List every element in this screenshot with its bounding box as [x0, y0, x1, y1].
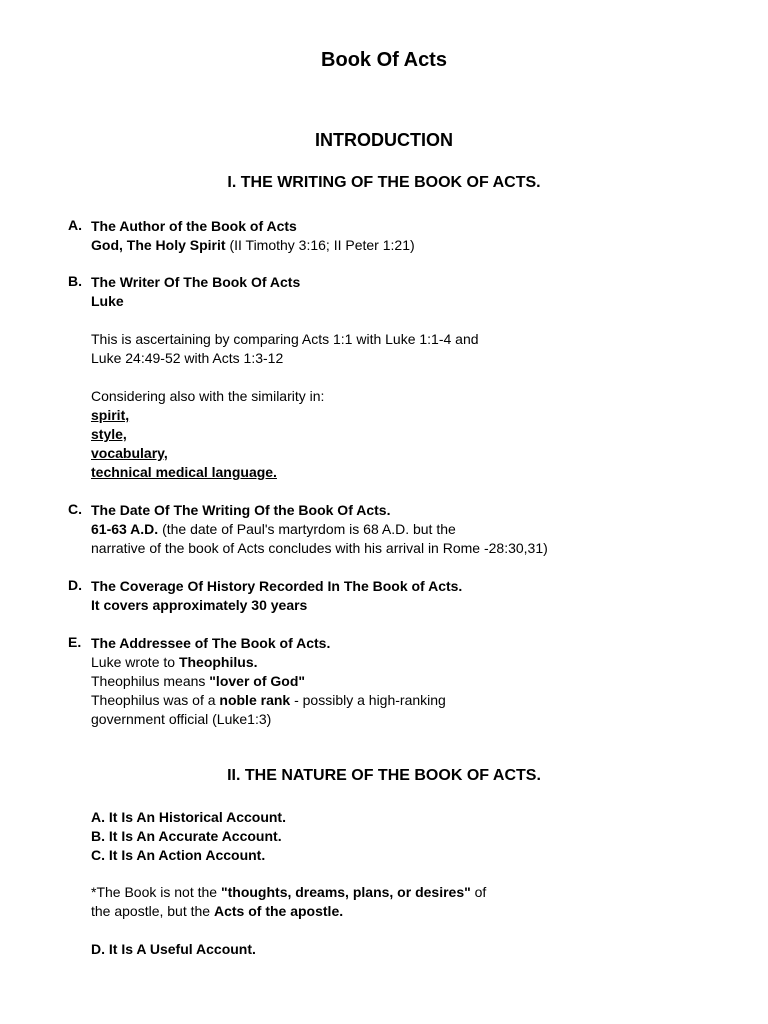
similarity-item: style, — [91, 426, 127, 442]
nature-note-line-1: *The Book is not the "thoughts, dreams, plans, or desires" of — [91, 884, 487, 900]
nature-item-d: D. It Is A Useful Account. — [91, 941, 256, 957]
item-b-para-line-2: Luke 24:49-52 with Acts 1:3-12 — [91, 350, 284, 366]
item-c-letter: C. — [68, 501, 82, 517]
nature-item: A. It Is An Historical Account. — [91, 809, 286, 825]
item-b-answer: Luke — [91, 293, 124, 309]
section-2-heading: II. THE NATURE OF THE BOOK OF ACTS. — [227, 767, 541, 784]
item-a-title: The Author of the Book of Acts — [91, 218, 297, 234]
section-1-heading: I. THE WRITING OF THE BOOK OF ACTS. — [227, 174, 541, 191]
similarity-item: spirit, — [91, 407, 130, 423]
nature-item: B. It Is An Accurate Account. — [91, 828, 282, 844]
document-title: Book Of Acts — [321, 49, 447, 71]
item-c-line-2: narrative of the book of Acts concludes with his arrival in Rome -28:30,31) — [91, 540, 548, 556]
item-b-letter: B. — [68, 273, 82, 289]
item-e-letter: E. — [68, 634, 82, 650]
item-c-title: The Date Of The Writing Of the Book Of Acts. — [91, 502, 391, 518]
nature-item: C. It Is An Action Account. — [91, 847, 266, 863]
item-d-title: The Coverage Of History Recorded In The Book of Acts. — [91, 578, 463, 594]
similarity-intro: Considering also with the similarity in: — [91, 388, 325, 404]
similarity-item: vocabulary, — [91, 445, 168, 461]
item-e-line-2: Theophilus means "lover of God" — [91, 673, 306, 689]
item-d-answer: It covers approximately 30 years — [91, 597, 308, 613]
item-a-answer: God, The Holy Spirit (II Timothy 3:16; II Peter 1:21) — [91, 237, 415, 253]
item-b-para-line-1: This is ascertaining by comparing Acts 1:1 with Luke 1:1-4 and — [91, 331, 479, 347]
introduction-heading: INTRODUCTION — [315, 130, 453, 150]
item-d-letter: D. — [68, 577, 82, 593]
similarity-item: technical medical language. — [91, 464, 277, 480]
item-e-line-4: government official (Luke1:3) — [91, 711, 272, 727]
item-b-title: The Writer Of The Book Of Acts — [91, 274, 301, 290]
item-e-line-3: Theophilus was of a noble rank - possibly a high-ranking — [91, 692, 446, 708]
item-c-date: 61-63 A.D. (the date of Paul's martyrdom is 68 A.D. but the — [91, 521, 456, 537]
item-e-title: The Addressee of The Book of Acts. — [91, 635, 331, 651]
item-a-letter: A. — [68, 217, 82, 233]
nature-note-line-2: the apostle, but the Acts of the apostle. — [91, 903, 344, 919]
item-e-line-1: Luke wrote to Theophilus. — [91, 654, 258, 670]
